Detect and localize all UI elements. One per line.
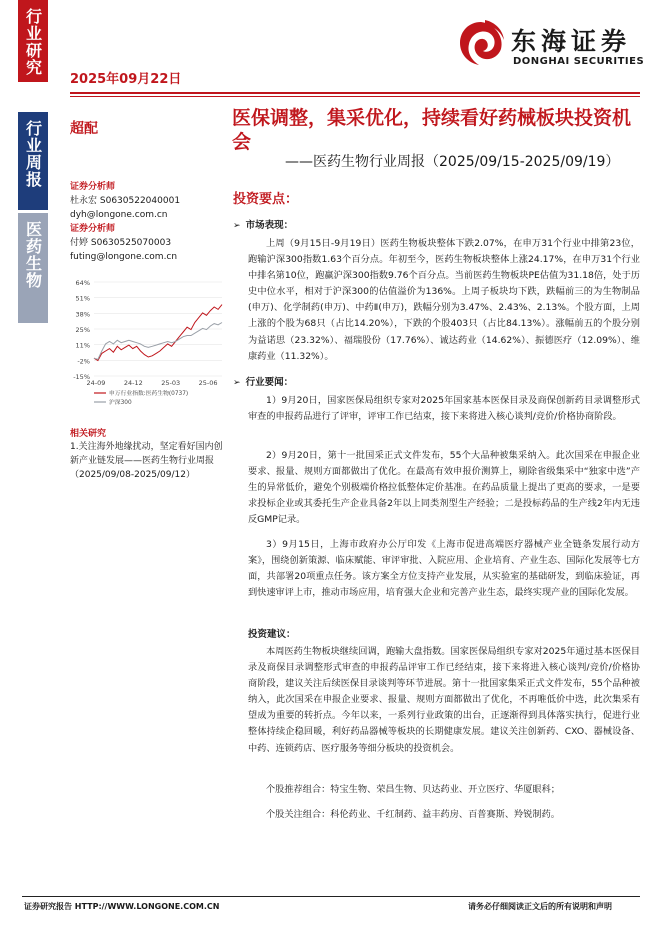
series-line-0 [94, 305, 222, 361]
analyst-block-2 [70, 222, 220, 264]
related-research-label: 相关研究 [70, 429, 107, 439]
advice-paragraph: 本周医药生物板块继续回调，跑输大盘指数。国家医保局组织专家对2025年通过基本医保目录及商保目录调整形式审查的申报药品评审工作已经结束，接下来将进入核心谈判/竞价/价格协商阶段，建议关注后续医保目录谈判等环节进展。第十一批国家集采正式文件发布，55个品种被纳入，此次国采在申报企业要求、报量、规则方面都做出了优化，不再唯低价中选，此次集采有望成为重要的转折点。今年以来，一系列行业政策的出台，正逐渐得到具体落实执行，促进行业整体持续企稳回暖，利好药品器械等板块的长期健康发展。建议关注创新药、CXO、器械设备、中药、连锁药店、医疗服务等细分板块的投资机会。 [248, 646, 640, 754]
report-title: 医保调整，集采优化，持续看好药械板块投资机会 [232, 107, 632, 153]
analyst-email[interactable]: futing@longone.com.cn [70, 252, 178, 262]
analyst-email[interactable]: dyh@longone.com.cn [70, 210, 168, 220]
related-research-item[interactable]: 1.关注海外地缘扰动，坚定看好国内创新产业链发展——医药生物行业周报（2025/09/08-2025/09/12） [70, 442, 223, 480]
news-paragraph-2: 2）9月20日，第十一批国采正式文件发布，55个大品种被集采纳入。此次国采在申报企业要求、报量、规则方面都做出了优化。在最高有效申报价测算上，剔除省级集采中“独家中选”产生的异常低价，避免个别极端价格拉低整体定价基准。在药品质量上提出了更高的要求，一是要求投标企业或其委托生产企业具备2年以上同类剂型生产经验；二是投标药品的生产线2年内无违反GMP记录。 [248, 450, 640, 526]
header-divider [70, 92, 640, 94]
logo-chinese: 东海证券 [511, 27, 632, 56]
arrow-bullet-icon: ➢ [233, 221, 241, 231]
x-tick-label: 24-12 [123, 379, 143, 387]
y-tick-label: -15% [73, 373, 90, 381]
y-tick-label: -2% [77, 357, 90, 366]
performance-chart [66, 276, 226, 416]
x-tick-label: 25-06 [198, 379, 218, 387]
news-heading [233, 370, 293, 389]
advice-heading: 投资建议： [248, 629, 296, 640]
x-tick-label: 24-09 [86, 379, 106, 387]
stock-recommend-line: 个股推荐组合：特宝生物、荣昌生物、贝达药业、开立医疗、华厦眼科； [266, 784, 560, 795]
y-tick-label: 64% [75, 279, 90, 287]
report-subtitle: ——医药生物行业周报（2025/09/15-2025/09/19） [285, 154, 620, 170]
logo-english: DONGHAI SECURITIES [513, 56, 645, 67]
analyst-name: 付婷 [70, 238, 89, 248]
market-heading-text: 市场表现： [245, 220, 294, 231]
market-heading [233, 213, 293, 232]
analyst-cert: S0630525070003 [90, 238, 172, 248]
arrow-bullet-icon: ➢ [233, 378, 241, 388]
analyst-name-cert [70, 194, 220, 208]
side-tab-sector: 医药生物 [18, 213, 48, 323]
analyst-block-1 [70, 180, 220, 222]
news-paragraph-3: 3）9月15日，上海市政府办公厅印发《上海市促进高端医疗器械产业全链条发展行动方案》，围绕创新策源、临床赋能、审评审批、入院应用、企业培育、产业生态、国际化发展等七方面，共部署20项重点任务。该方案全方位支持产业发展，从实验室的基础研发，到临床验证，再到快速审评上市，推动市场应用，培育强大企业和完善产业生态，最终实现产业的国际化发展。 [248, 539, 640, 599]
news-heading-text: 行业要闻： [245, 377, 294, 388]
market-paragraph: 上周（9月15日-9月19日）医药生物板块整体下跌2.07%，在申万31个行业中排第23位，跑输沪深300指数1.63个百分点。年初至今，医药生物板块整体上涨24.17%，在申万31个行业中排名第10位，跑赢沪深300指数9.76个百分点。当前医药生物板块PE估值为31.18倍，处于历史中位水平，相对于沪深300的估值溢价为136%。上周子板块均下跌，跌幅前三的为生物制品(申万)、化学制药(申万)、中药Ⅱ(申万)，跌幅分别为3.47%、2.43%、2.13%。个股方面，上周上涨的个股为68只（占比14.20%），下跌的个股403只（占比84.13%）。涨幅前五的个股分别为益诺思（23.32%）、福瑞股份（17.76%）、诚达药业（14.62%）、振德医疗（12.09%）、维康药业（11.32%）。 [248, 238, 640, 362]
legend-label: 沪深300 [109, 400, 132, 406]
y-tick-label: 11% [75, 341, 90, 350]
side-tab-industry-research: 行业研究 [18, 0, 48, 82]
side-tab-weekly-report: 行业周报 [18, 112, 48, 210]
wave-logo-icon [455, 18, 507, 70]
analyst-name-cert [70, 236, 220, 250]
series-line-1 [94, 323, 222, 360]
header-divider-thin [70, 96, 640, 97]
footer-left: 证券研究报告 HTTP://WWW.LONGONE.COM.CN [24, 902, 220, 911]
news-paragraph-1: 1）9月20日，国家医保局组织专家对2025年国家基本医保目录及商保创新药目录调整形式审查的申报药品进行了评审，评审工作已结束，接下来将进入核心谈判/竞价/价格协商阶段。 [248, 395, 640, 423]
rating-badge: 超配 [70, 121, 98, 137]
analyst-label: 证券分析师 [70, 224, 116, 234]
performance-chart-svg [66, 276, 226, 416]
analyst-name: 杜永宏 [70, 196, 98, 206]
analyst-cert: S0630522040001 [99, 196, 181, 206]
stock-watch-line: 个股关注组合：科伦药业、千红制药、益丰药房、百普赛斯、羚锐制药。 [266, 809, 560, 820]
analyst-label: 证券分析师 [70, 182, 116, 192]
x-tick-label: 25-03 [161, 379, 181, 387]
y-tick-label: 38% [75, 310, 90, 319]
y-tick-label: 25% [75, 326, 90, 334]
legend-label: 申万行业指数:医药生物(0737) [109, 391, 189, 397]
y-tick-label: 51% [75, 294, 90, 303]
logo [455, 16, 645, 72]
footer-divider [22, 896, 640, 897]
invest-points-title: 投资要点： [233, 192, 299, 207]
report-date: 2025年09月22日 [70, 72, 182, 87]
footer-disclaimer: 请务必仔细阅读正文后的所有说明和声明 [468, 902, 612, 911]
